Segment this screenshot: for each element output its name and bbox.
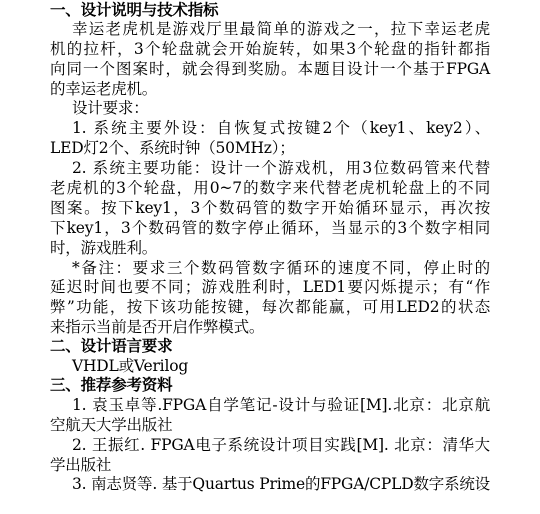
reference-line: 空航天大学出版社	[50, 416, 173, 434]
reference-line: 学出版社	[50, 456, 112, 474]
section-heading: 一、设计说明与技术指标	[50, 1, 219, 19]
note-line: 弊”功能，按下该功能按键，每次都能赢，可用LED2的状态	[50, 298, 490, 316]
reference-line: 2. 王振红. FPGA电子系统设计项目实践[M]. 北京：清华大	[72, 436, 490, 454]
list-item-line: LED灯2个、系统时钟（50MHz）；	[50, 139, 295, 157]
paragraph-line: 设计要求：	[72, 99, 149, 117]
section-heading: 三、推荐参考资料	[50, 376, 173, 394]
list-item-line: 2. 系统主要功能：设计一个游戏机，用3位数码管来代替	[72, 159, 490, 177]
paragraph-line: VHDL或Verilog	[72, 357, 189, 375]
paragraph-line: 机的拉杆，3个轮盘就会开始旋转，如果3个轮盘的指针都指	[50, 40, 490, 58]
paragraph-line: 幸运老虎机是游戏厅里最简单的游戏之一，拉下幸运老虎	[72, 20, 490, 38]
list-item-line: 老虎机的3个轮盘，用0~7的数字来代替老虎机轮盘上的不同	[50, 179, 490, 197]
note-line: *备注：要求三个数码管数字循环的速度不同，停止时的	[72, 259, 490, 277]
list-item-line: 1. 系统主要外设：自恢复式按键2个（key1、key2）、	[72, 119, 490, 137]
list-item-line: 图案。按下key1，3个数码管的数字开始循环显示，再次按	[50, 199, 490, 217]
note-line: 来指示当前是否开启作弊模式。	[50, 318, 265, 336]
section-heading: 二、设计语言要求	[50, 337, 173, 355]
reference-line: 3. 南志贤等. 基于Quartus Prime的FPGA/CPLD数字系统设	[72, 475, 490, 493]
paragraph-line: 的幸运老虎机。	[50, 80, 158, 98]
note-line: 延迟时间也要不同；游戏胜利时，LED1要闪烁提示；有“作	[50, 278, 490, 296]
reference-line: 1. 袁玉卓等.FPGA自学笔记-设计与验证[M].北京：北京航	[72, 396, 490, 414]
list-item-line: 时，游戏胜利。	[50, 239, 158, 257]
paragraph-line: 向同一个图案时，就会得到奖励。本题目设计一个基于FPGA	[50, 60, 490, 78]
list-item-line: 下key1，3个数码管的数字停止循环，当显示的3个数字相同	[50, 219, 490, 237]
